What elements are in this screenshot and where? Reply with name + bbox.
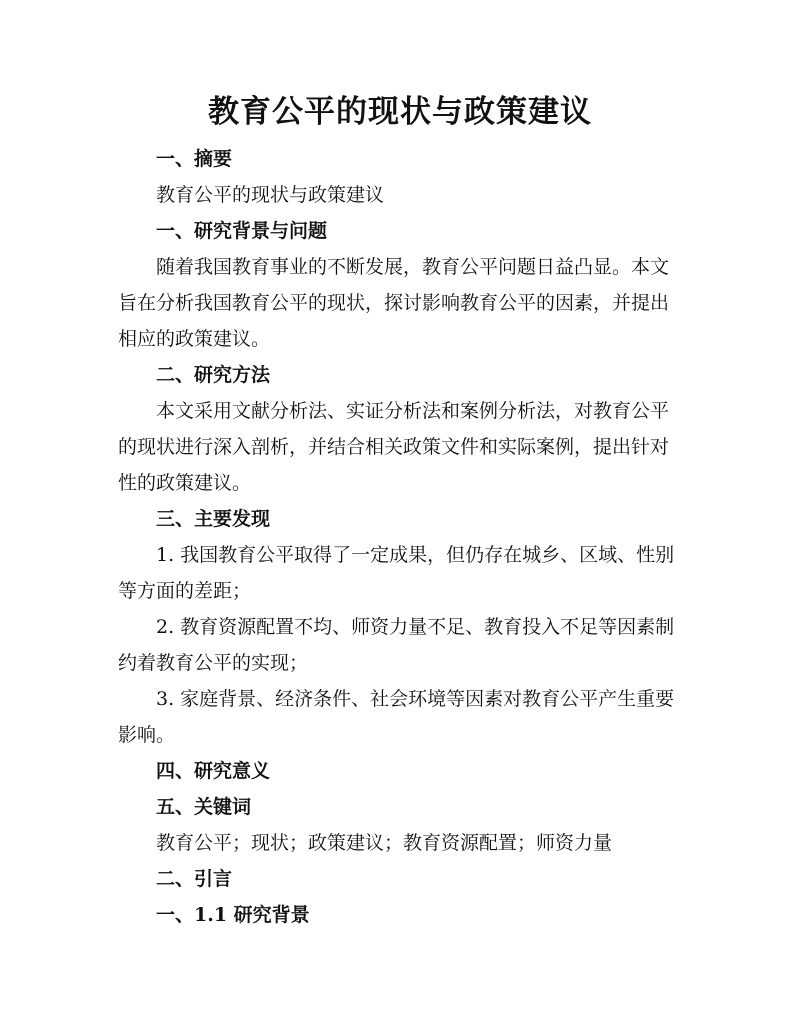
intro-subheading: 一、1.1 研究背景 [156, 904, 310, 926]
keywords-text: 教育公平；现状；政策建议；教育资源配置；师资力量 [156, 832, 613, 854]
background-heading: 一、研究背景与问题 [156, 220, 328, 242]
abstract-text: 教育公平的现状与政策建议 [156, 184, 385, 206]
finding-item-1: 1. 我国教育公平取得了一定成果，但仍存在城乡、区域、性别等方面的差距； [118, 544, 675, 602]
methods-text: 本文采用文献分析法、实证分析法和案例分析法，对教育公平的现状进行深入剖析，并结合相关政策文件和实际案例，提出针对性的政策建议。 [118, 400, 670, 494]
intro-heading: 二、引言 [156, 868, 233, 890]
finding-item-2: 2. 教育资源配置不均、师资力量不足、教育投入不足等因素制约着教育公平的实现； [118, 616, 675, 674]
finding-item-3: 3. 家庭背景、经济条件、社会环境等因素对教育公平产生重要影响。 [118, 688, 675, 746]
findings-heading: 三、主要发现 [156, 508, 271, 530]
keywords-heading: 五、关键词 [156, 796, 252, 818]
methods-heading: 二、研究方法 [156, 364, 271, 386]
background-text: 随着我国教育事业的不断发展，教育公平问题日益凸显。本文旨在分析我国教育公平的现状，探讨影响教育公平的因素，并提出相应的政策建议。 [118, 256, 670, 350]
significance-heading: 四、研究意义 [156, 760, 271, 782]
document-body [118, 141, 684, 933]
abstract-heading: 一、摘要 [156, 148, 233, 170]
document-title: 教育公平的现状与政策建议 [208, 94, 592, 130]
